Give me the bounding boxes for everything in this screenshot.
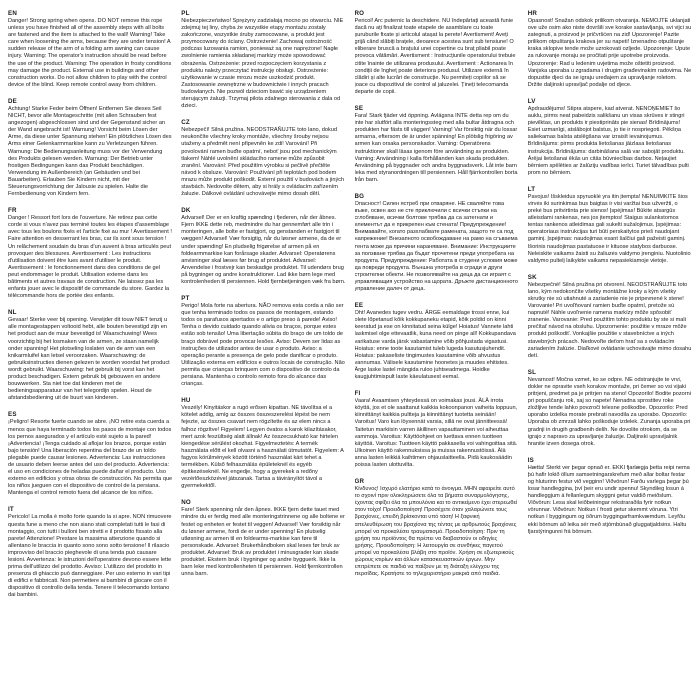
language-code: LT <box>527 185 536 193</box>
language-section-ee <box>355 302 519 381</box>
warning-text: Pericol! Arc puternic la deschidere. NU îndepărtați această funie dacă nu ați finalizat toate etapele de asamblare cu toate șuruburile fixate și articolul atașat la perete! Avertisment! Aveți grijă când slăbiți brațele, deoarece acestea sunt sub tensiune! O eliberare bruscă a brațului unei copertine cu braț pliabil poate provoca vătămări. Avertisment : Instrucțiunile operatorului trebuie citite înainte de utilizarea produsului. Avertisment : Actionarea în condiții de îngheț poate deteriora produsul. Utilizare externă în clădiri și alte lucrări de construcție. Nu permiteți copiilor să se joace cu dispozitivul de control al jaluzelei. Țineți telecomanda departe de copii. <box>354 18 516 95</box>
language-section-dk <box>181 207 345 286</box>
warning-text: Opasnost! Snažan odskok prilikom otvaranja. NEMOJTE uklanjati ove uže osim ako niste dovršili sve korake sastavljanja, svi vijci su zategnuti, a proizvod je pričvršćen na zid! Upozorenje! Pazite prilikom otpuštanja krakova jer su napeti! Iznenadno otpuštanje kraka sklopive tende može uzrokovati ozljede. Upozorenje: Upute za rukovanje moraju se pročitati prije upotrebe proizvoda. Upozorenje: Rad u ledenim uvjetima može oštetiti proizvod. Vanjska uporaba u zgradama i drugim građevinskim radovima. Ne dopustite djeci da se igraju uređajem za upravljanje roletom. Držite daljinski upravljač podalje od djece. <box>527 18 692 88</box>
language-code: DE <box>8 97 17 105</box>
language-code: IT <box>8 506 14 514</box>
text-column-1 <box>8 10 172 694</box>
warning-text: Hætta! Sterkt ver þegar opnað er. EKKI fjarlægja þetta reipi nema þú hafir lokið öllum samsetningarskrefum með allar boltar festar og hluturinn festur við vegginn! Viðvörun! Farðu varlega þegar þú losar handleggina, því þeir eru undir spennu! Skyndileg losun á handleggjum á fellanlegum skyggni getur valdið meiðslum. Viðvörun: Lesa skal leiðbeiningar rekstraraðila fyrir notkun vörunnar. Viðvörun: Notkun í frosti getur skemmt vöruna. Ytri notkun í byggingum og öðrum byggingarframkvæmdum. Leyfðu ekki börnum að leika sér með stjórnbúnað gluggatjaldsins. Haltu fjarstýringunni frá börnum. <box>527 464 690 535</box>
language-section-hu <box>181 397 345 490</box>
language-section-es <box>8 411 172 497</box>
warning-text: Nevarnost! Močna vzmet, ko se odpre. NE odstranjujte te vrvi, dokler ne opravite vseh korakov montaže, pri čemer so vsi vijaki pritrjeni, predmet pa je pritrjen na steno! Opozorilo! Bodite pozorni pri popuščanju rok, saj so napete! Nenadna sprostitev roke zložljive tende lahko povzroči telesne poškodbe. Opozorilo: Pred uporabo izdelka morate prebrati navodila za uporabo. Opozorilo: Uporaba ob zmrzali lahko poškoduje izdelek. Zunanja uporaba pri gradnji in drugih gradbenih delih. Ne dovolite otrokom, da se igrajo z napravo za upravljanje žaluzije. Daljinski upravljalnik hranite izven dosega otrok. <box>527 376 691 447</box>
warning-text: Advarsel! Der er en kraftig spænding i fjederen, når der åbnes. Fjern IKKE dette reb, medmindre du har gennemført alle trin i monteringen, alle bolte er fastgjort, og genstanden er fastgjort til væggen! Advarsel! Vær forsigtig, når du løsner armene, da de er under spænding! En pludselig frigørelse af armen på en foldearmmarkise kan forårsage skader. Advarsel: Operatørens anvisninger skal læses før brug af produktet. Advarsel: Anvendelse i frostvejr kan beskadige produktet. Til udendørs brug på bygninger og andre konstruktioner. Lad ikke børn lege med kontrolenheden til persiennen. Hold fjernbetjeningen væk fra børn. <box>181 215 346 285</box>
warning-text: Fara! Stark fjäder vid öppning. Avlägsna INTE detta rep om du inte har slutfört alla monteringssteg med alla bultar åtdragna och produkten har fästs till väggen! Varning! Var försiktig när du lossar armarna, eftersom de är under spänning! En plötslig frigöring av armen kan orsaka personskador. Varning: Operatörens instruktioner skall läsas igenom före användning av produkten. Varning: Användning i kalla förhållanden kan skada produkten. Användning på byggnader och andra byggnadsverk. Låt inte barn leka med styranordningen till persiennen. Håll fjärrkontrollen borta från barn. <box>354 113 518 183</box>
language-section-se <box>355 105 519 184</box>
language-section-sk <box>528 274 692 360</box>
language-code: LV <box>527 97 536 105</box>
warning-text: Veszély! Kinyitáskor a rugó erősen kipattan. NE távolítsa el a kötelet addig, amíg az összes összeszerelési lépést be nem fejezte, az összes csavart nem rögzítette és az elem nincs a falhoz rögzítve! Figyelem! Legyen óvatos a karok kilazításakor, mert azok feszültség alatt állnak! Az összecsukható kar hirtelen kiengedése sérülést okozhat. Figyelmeztetés: A termék használata előtt el kell olvasni a használati útmutatót. Figyelem: A fagyos körülmények között történő használat kárt tehet a termékben. Külső felhasználás épületeknél és egyéb építkezéseknél. Ne engedje, hogy a gyerekek a redőny vezérlőeszközével játszanak. Tartsa a távirányítót távol a gyermekektől. <box>181 405 344 490</box>
language-code: PT <box>181 295 190 303</box>
warning-text: Gevaar! Sterke veer bij opening. Verwijder dit touw NIET tenzij u alle montagestappen voltooid hebt, alle bouten bevestigd zijn en het product aan de muur bevestigd is! Waarschuwing! Wees voorzichtig bij het losmaken van de armen, ze staan namelijk onder spanning! Het plotseling loslaten van de arm van een knikarmluifel kan letsel veroorzaken. Waarschuwing: de gebruiksinstructies dienen gelezen te worden voordat het product wordt gebruikt. Waarschuwing: het gebruik bij vorst kan het product beschadigen. Extern gebruik bij gebouwen en andere bouwwerken. Sta niet toe dat kinderen met de bedieningsapparatuur van het telegordijn spelen. Houd de afstandsbediening uit de buurt van kinderen. <box>8 317 170 402</box>
language-code: IS <box>527 456 534 464</box>
language-section-lv <box>528 98 692 177</box>
language-section-pl <box>181 10 345 110</box>
warning-text: Pavojus! Išskleidus spyruoklė yra itin įtempta! NENUIMKITE šios virvės iki surinkimas bus baigtas ir visi varžtai bus užveržti, o prekė bus pritvirtinta prie sienos! Įspėjimas! Būkite atsargūs atleisdami rankenas, nes jos įtemptos! Staigus sulankstomos tentas rankenos atleidimas gali sukelti sužalojimus. Įspėjimas: operatoriaus instrukcijas turi būti perskaitytos prieš naudojant gaminį. Įspėjimas: naudojimas esant šalčiui gali pažeisti gaminį. Išorinis naudojimas pastatuose ir kituose statybos darbuose. Neleiskite vaikams žaisti su žaliuzės valdymo įrenginiu. Nuotolinio valdymo pultelį laikykite vaikams nepasiekiamoje vietoje. <box>527 193 691 264</box>
warning-text: Perigo! Mola forte na abertura. NÃO remova esta corda a não ser que tenha terminado todos os passos de montagem, estando todos os parafusos apertados e o artigo preso à parede! Aviso! Tenha o devido cuidado quando alivia os braços, porque estes estão sob tensão! Uma libertação súbita do braço de um toldo de braço dobrável pode provocar lesões. Aviso: Devem ser lidas as instruções de utilizador antes de usar o produto. Aviso: a operação perante a presença de gelo pode danificar o produto. Utilização externa em edifícios e outros locais de construção. Não permita que crianças brinquem com o dispositivo de controlo da persiana. Mantenha o controlo remoto fora do alcance das crianças. <box>181 303 345 388</box>
language-code: BG <box>354 192 365 200</box>
language-code: FR <box>8 207 17 215</box>
language-code: SL <box>527 368 537 376</box>
language-code: PL <box>181 10 190 17</box>
language-section-en <box>8 10 172 89</box>
warning-text: Achtung! Starke Feder beim Öffnen! Entfernen Sie dieses Seil NICHT, bevor alle Montageschritte (mit allen Schrauben fest angezogen) abgeschlossen sind und der Gegenstand sicher an der Wand angebracht ist! Warnung! Vorsicht beim Lösen der Arme, da diese unter Spannung stehen! Ein plötzliches Lösen des Arms einer Gelenkarmmarkise kann zu Verletzungen führen. Warnung: Die Bedienungsanleitung muss vor der Verwendung des Produkts gelesen werden. Warnung: Der Betrieb unter frostigen Bedingungen kann das Produkt beschädigen. Verwendung im Außenbereich (an Gebäuden und bei Bauarbeiten). Erlauben Sie Kindern nicht, mit der Steuerungsvorrichtung der Jalousie zu spielen. Halte die Fernbedienung von Kindern fern. <box>8 105 172 198</box>
text-column-2 <box>181 10 345 694</box>
warning-text: Fare! Sterk spenning når den åpnes. IKKE fjern dette tauet med mindre du er ferdig med alle monteringstrinnene og alle boltene er festet og enheten er festet til veggen! Advarsel! Vær forsiktig når du løsner armene, fordi de er under spenning! En plutselig utløsning av armen til en foldearms-markise kan føre til personskade. Advarsel: Brukerhåndboken skal leses før bruk av produktet. Advarsel: Bruk av produktet i minusgrader kan skade produktet. Ekstern bruk i bygninger og andre bygguerk. Ikke la barn leke med kontrollenheten til persiennen. Hold fjernkontrollen unna barn. <box>181 507 345 578</box>
language-section-it <box>8 506 172 599</box>
language-code: DK <box>181 207 191 215</box>
warning-text: Nebezpečné! Silná pružina pri otvorení. NEODSTRAŇUJTE toto lano, kým nedokončíte všetky montážne kroky a kým všetky skrutky nie sú utiahnuté a zariadenie nie je pripevnené k stene! Varovanie! Pri uvoľňovaní ramien buďte opatrní, pretože sú napnuté! Náhle uvoľnenie ramena markízy môže spôsobiť zranenie. Varovanie: Pred použitím tohto produktu by ste si mali prečítať návod na obsluhu. Upozornenie: použitie v mraze môže produkt poškodiť. Vonkajšie použitie v stavebníctve a iných stavebných prácach. Nedovoľte deťom hrať sa s ovládacím zariadením žalúzie. Diaľkové ovládanie uchovávajte mimo dosahu detí. <box>527 281 692 359</box>
language-section-cz <box>181 119 345 198</box>
language-code: NL <box>8 309 17 317</box>
language-section-pt <box>181 295 345 388</box>
language-code: RO <box>354 10 365 17</box>
warning-text: Apdraudējums! Stipra atspere, kad atverat. NENOŅEMIET šo auklu, pirms neat pabeidzis salikšanu un visas skrūves ir stingri pievilktas, un produkts ir piestiprināts pie sienas! Brīdinājums! Esiet uzmanīgi, atslābojot balstus, jo tie ir nospriegoti. Pēkšņa saliekamas balsta atslēgšana var izraisīt ievainojumus. Brīdinājums: pirms produkta lietošanas jāizlasa lietošanas instrukcija. Brīdinājums: darbināšana salā var sabojāt produktu. Ārējai lietošanai ēkās un citās būvniecības darbos. Neļaujiet bērniem spēlēties ar žalūziju vadības ierīci. Turiet tālvadības pulti prom no bērniem. <box>527 105 689 176</box>
warning-text: Niebezpieczeństwo! Sprężyny zadziałają mocno po otwarciu. NIE zdejmuj tej liny, chyba że wszystkie etapy montażu zostały zakończone, wszystkie śruby zamocowane, a produkt jest przymocowany do ściany. Ostrzeżenie! Zachowaj ostrożność podczas luzowania ramion, ponieważ są one naprężone! Nagłe zwolnienie ramienia składanej markizy może spowodować obrażenia. Ostrzeżenie: przed rozpoczęciem korzystania z produktu należy przeczytać instrukcję obsługi. Ostrzeżenie: użytkowanie w czasie mrozu może uszkodzić produkt. Zastosowanie zewnętrzne w budownictwie i innych pracach budowlanych. Nie pozwól dzieciom bawić się urządzeniem sterującym żaluzji. Trzymaj pilota zdalnego sterowania z dala od dzieci. <box>181 18 344 110</box>
language-code: HU <box>181 397 191 405</box>
warning-text: Vaara! Avaamisen yhteydessä on voimakas jousi. ÄLÄ irrota köyttä, jos et ole saattanut kaikkia kokoonpanon vaiheita loppuun, kiinnittänyt kaikkia pultteja ja kiinnittänyt tuotetta seinään! Varoitus! Varo kun löysennät varsia, sillä ne ovat jännitteessä! Taitetun markiisin varren äkillinen vapauttaminen voi aiheuttaa vammoja. Varoitus: Käyttöohjeet on luettava ennen tuotteen käyttöä. Varoitus: Tuotteen käyttö pakkasella voi vahingoittaa sitä. Ulkoinen käyttö rakennuksissa ja muissa rakennustöissä. Älä anna lasten leikkiä kaihtimen ohjauslaitteella. Pidä kaukosäädin poissa lasten ulottuvilta. <box>354 398 518 468</box>
language-section-gr <box>355 478 519 578</box>
language-code: SK <box>527 273 537 281</box>
warning-text: Danger ! Ressort fort lors de l'ouverture. Ne retirez pas cette corde si vous n'avez pas terminé toutes les étapes d'assemblage avec tous les boulons fixés et l'article fixé au mur ! Avertissement ! Faire attention en desserrant les bras, car ils sont sous tension ! Un relâchement soudain du bras d'un auvent à bras articulés peut provoquer des blessures. Avertissement : Les instructions d'utilisation doivent être lues avant d'utiliser le produit. Avertissement : le fonctionnement dans des conditions de gel peut endommager le produit. Utilisation externe dans les bâtiments et autres travaux de construction. Ne laissez pas les enfants jouer avec le dispositif de commande du store. Gardez la télécommande hors de portée des enfants. <box>8 215 172 300</box>
warning-text: Κίνδυνος! Ισχυρό ελατήριο κατά το άνοιγμα. ΜΗΝ αφαιρείτε αυτό το σχοινί πριν ολοκληρώσετε όλα τα βήματα συναρμολόγησης, έχοντας σφίξει όλα τα μπουλόνια και το αντικείμενο έχει στερεωθεί στον τοίχο! Προειδοποίηση! Προσέχετε όταν χαλαρώνετε τους βραχίονες, επειδή βρίσκονται υπό τάση! Η ξαφνική απελευθέρωση του βραχίονα της τέντας με αρθρωτούς βραχίονες μπορεί να προκαλέσει τραυματισμό. Προειδοποίηση: Πριν τη χρήση του προϊόντος θα πρέπει να διαβαστούν οι οδηγίες χρήσης. Προειδοποίηση: Η λειτουργία σε συνθήκες παγετού μπορεί να προκαλέσει βλάβη στο προϊόν. Χρήση σε εξωτερικούς χώρους κτιρίων και άλλων κατασκευαστικών έργων. Μην επιτρέπετε σε παιδιά να παίζουν με τη διάταξη ελέγχου της περσίδας. Κρατήστε το τηλεχειριστήριο μακριά από παιδιά. <box>354 486 518 578</box>
language-code: EE <box>354 302 364 310</box>
language-code: NO <box>181 499 191 507</box>
language-section-sl <box>528 369 692 448</box>
language-section-no <box>181 499 345 578</box>
warning-text: Опасност! Силен ястреб при отваряне. НЕ сваляйте това въже, освен ако не сте приключили с всички стъпки на сглобяване, всички болтове трябва да са затегнати и елементът да е прикрепен към стената! Предупреждение! Внимавайте, когато разхлабвате рамената, защото те са под напрежение! Внезапното освобождаване на рамо на сгъваема тента може да причини нараняване. Внимание: Инструкциите за ползване трябва да бъдат прочетени преди употребата на продукта. Предупреждение: Работата в студени условия може да повреди продукта. Външна употреба в сгради и други строителни обекти. Не позволявайте на деца да си играят с управляващия устройство на щората. Дръжте дистанционното управление далеч от деца. <box>354 200 519 293</box>
language-code: FI <box>354 390 361 398</box>
text-column-3 <box>355 10 519 694</box>
language-section-fr <box>8 207 172 300</box>
language-section-is <box>528 457 692 536</box>
language-code: EN <box>8 10 17 17</box>
warning-text: Nebezpečí! Silná pružina. NEODSTRAŇUJTE toto lano, dokud neukončíte všechny kroky montáže, všechny šrouby nejsou utaženy a předmět není připevněn ke zdi! Varování! Při povolování ramen buďte opatrní, neboť jsou pod mechanickým tlakem! Náhlé uvolnění skládacího ramene může způsobit zranění. Varování: Před použitím výrobku si pečlivě přečtěte návod k obsluze. Varování: Používání při teplotách pod bodem mrazu může produkt poškodit. Externí použití v budovách a jiných stavbách. Nedovolte dětem, aby si hrály s ovládacím zařízením žaluzie. Dálkové ovládání uchovávejte mimo dosah dětí. <box>181 127 345 198</box>
language-section-fi <box>355 390 519 469</box>
language-section-de <box>8 98 172 198</box>
warning-text: Danger! Strong spring when opens. DO NOT remove this rope unless you have finished all of the assembly steps with all bolts are fastened and the item is attached to the wall! Warning! Take care when loosening the arms, because they are under tension! A sudden release of the arm of a folding arm awning can cause injury. Warning: The operator's instruction should be read before the use of the product. Warning: The operation in frosty conditions may damage the product. External use in buildings and other construction works. Do not allow children to play with the control device of the blind. Keep remote control away from children. <box>8 18 172 88</box>
language-section-nl <box>8 309 172 402</box>
language-section-lt <box>528 186 692 265</box>
language-section-bg <box>355 193 519 293</box>
language-code: CZ <box>181 119 190 127</box>
language-code: ES <box>8 411 17 419</box>
language-code: SE <box>354 105 364 113</box>
warning-text: Pericolo! La molla è molto forte quando la si apre. NON rimuovere questa fune a meno che non siano stati completati tutti le fasi di montaggio, con tutti i bulloni ben stretti e il prodotto fissato alla parete! Attenzione! Prestare la massima attenzione quando si allentano le braccia in quanto sono sono sotto tensione! Il rilascio improvviso del braccio pieghevole di una tenda può causare lesioni. Avvertenza: le istruzioni dell'operatore devono essere lette prima dell'utilizzo del prodotto. Avviso: L'utilizzo del prodotto in presenza di ghiaccio può danneggiare. Per uso esterno in vari tipi di edifici e fabbricati. Non permettere ai bambini di giocare con il dispositivo di controllo della tenda. Tenere il telecomando lontano dai bambini. <box>8 514 172 599</box>
warning-text: Oht! Avanedes tugev vedru. ÄRGE eemaldage trossi enne, kui olete lõpetanud kõik kokkupaneku etapid, kõik poldid on kinni keeratud ja ese on kinnitatud seina külge! Hoiatus! Vannete lahti laskmisel olge ettevaatlik, kuna need on pinge all! Kokkupandava varikatuse varda järsk vabastamine võib põhjustada vigastusi. Hoiatus: enne toote kasutamist tuleb lugeda kasutusjuhendit. Hoiatus: pakaseliste tingimustes kasutamine võib ahvustus vannumas. Välisele kasutamine hoonetes ja muudes ehitistes. Ärge laske lastel mängida ruloo juhtseadmega. Hoidke kaugjuhtimispult laste käeulatusest eemal. <box>354 310 516 381</box>
language-code: GR <box>354 478 365 486</box>
warning-text: ¡Peligro! Resorte fuerte cuando se abre. ¡NO retire esta cuerda a menos que haya terminado todos los pasos de montaje con todos los pernos asegurados y el artículo esté sujeto a la pared! ¡Advertencia! ¡Tenga cuidado al aflojar los brazos, porque están bajo tensión! Una liberación repentina del brazo de un toldo plegable puede causar lesiones. Advertencia: Las instrucciones de usuario deben leerse antes del uso del producto. Advertencia: el uso en condiciones de heladas puede dañar el producto. Uso externo en edificios y otras obras de construcción. No permita que los niños jueguen con el dispositivo de control de la persiana. Mantenga el control remoto fuera del alcance de los niños. <box>8 419 173 497</box>
text-column-4 <box>528 10 692 694</box>
language-code: HR <box>527 10 538 17</box>
language-section-ro <box>355 10 519 96</box>
language-section-hr <box>528 10 692 89</box>
